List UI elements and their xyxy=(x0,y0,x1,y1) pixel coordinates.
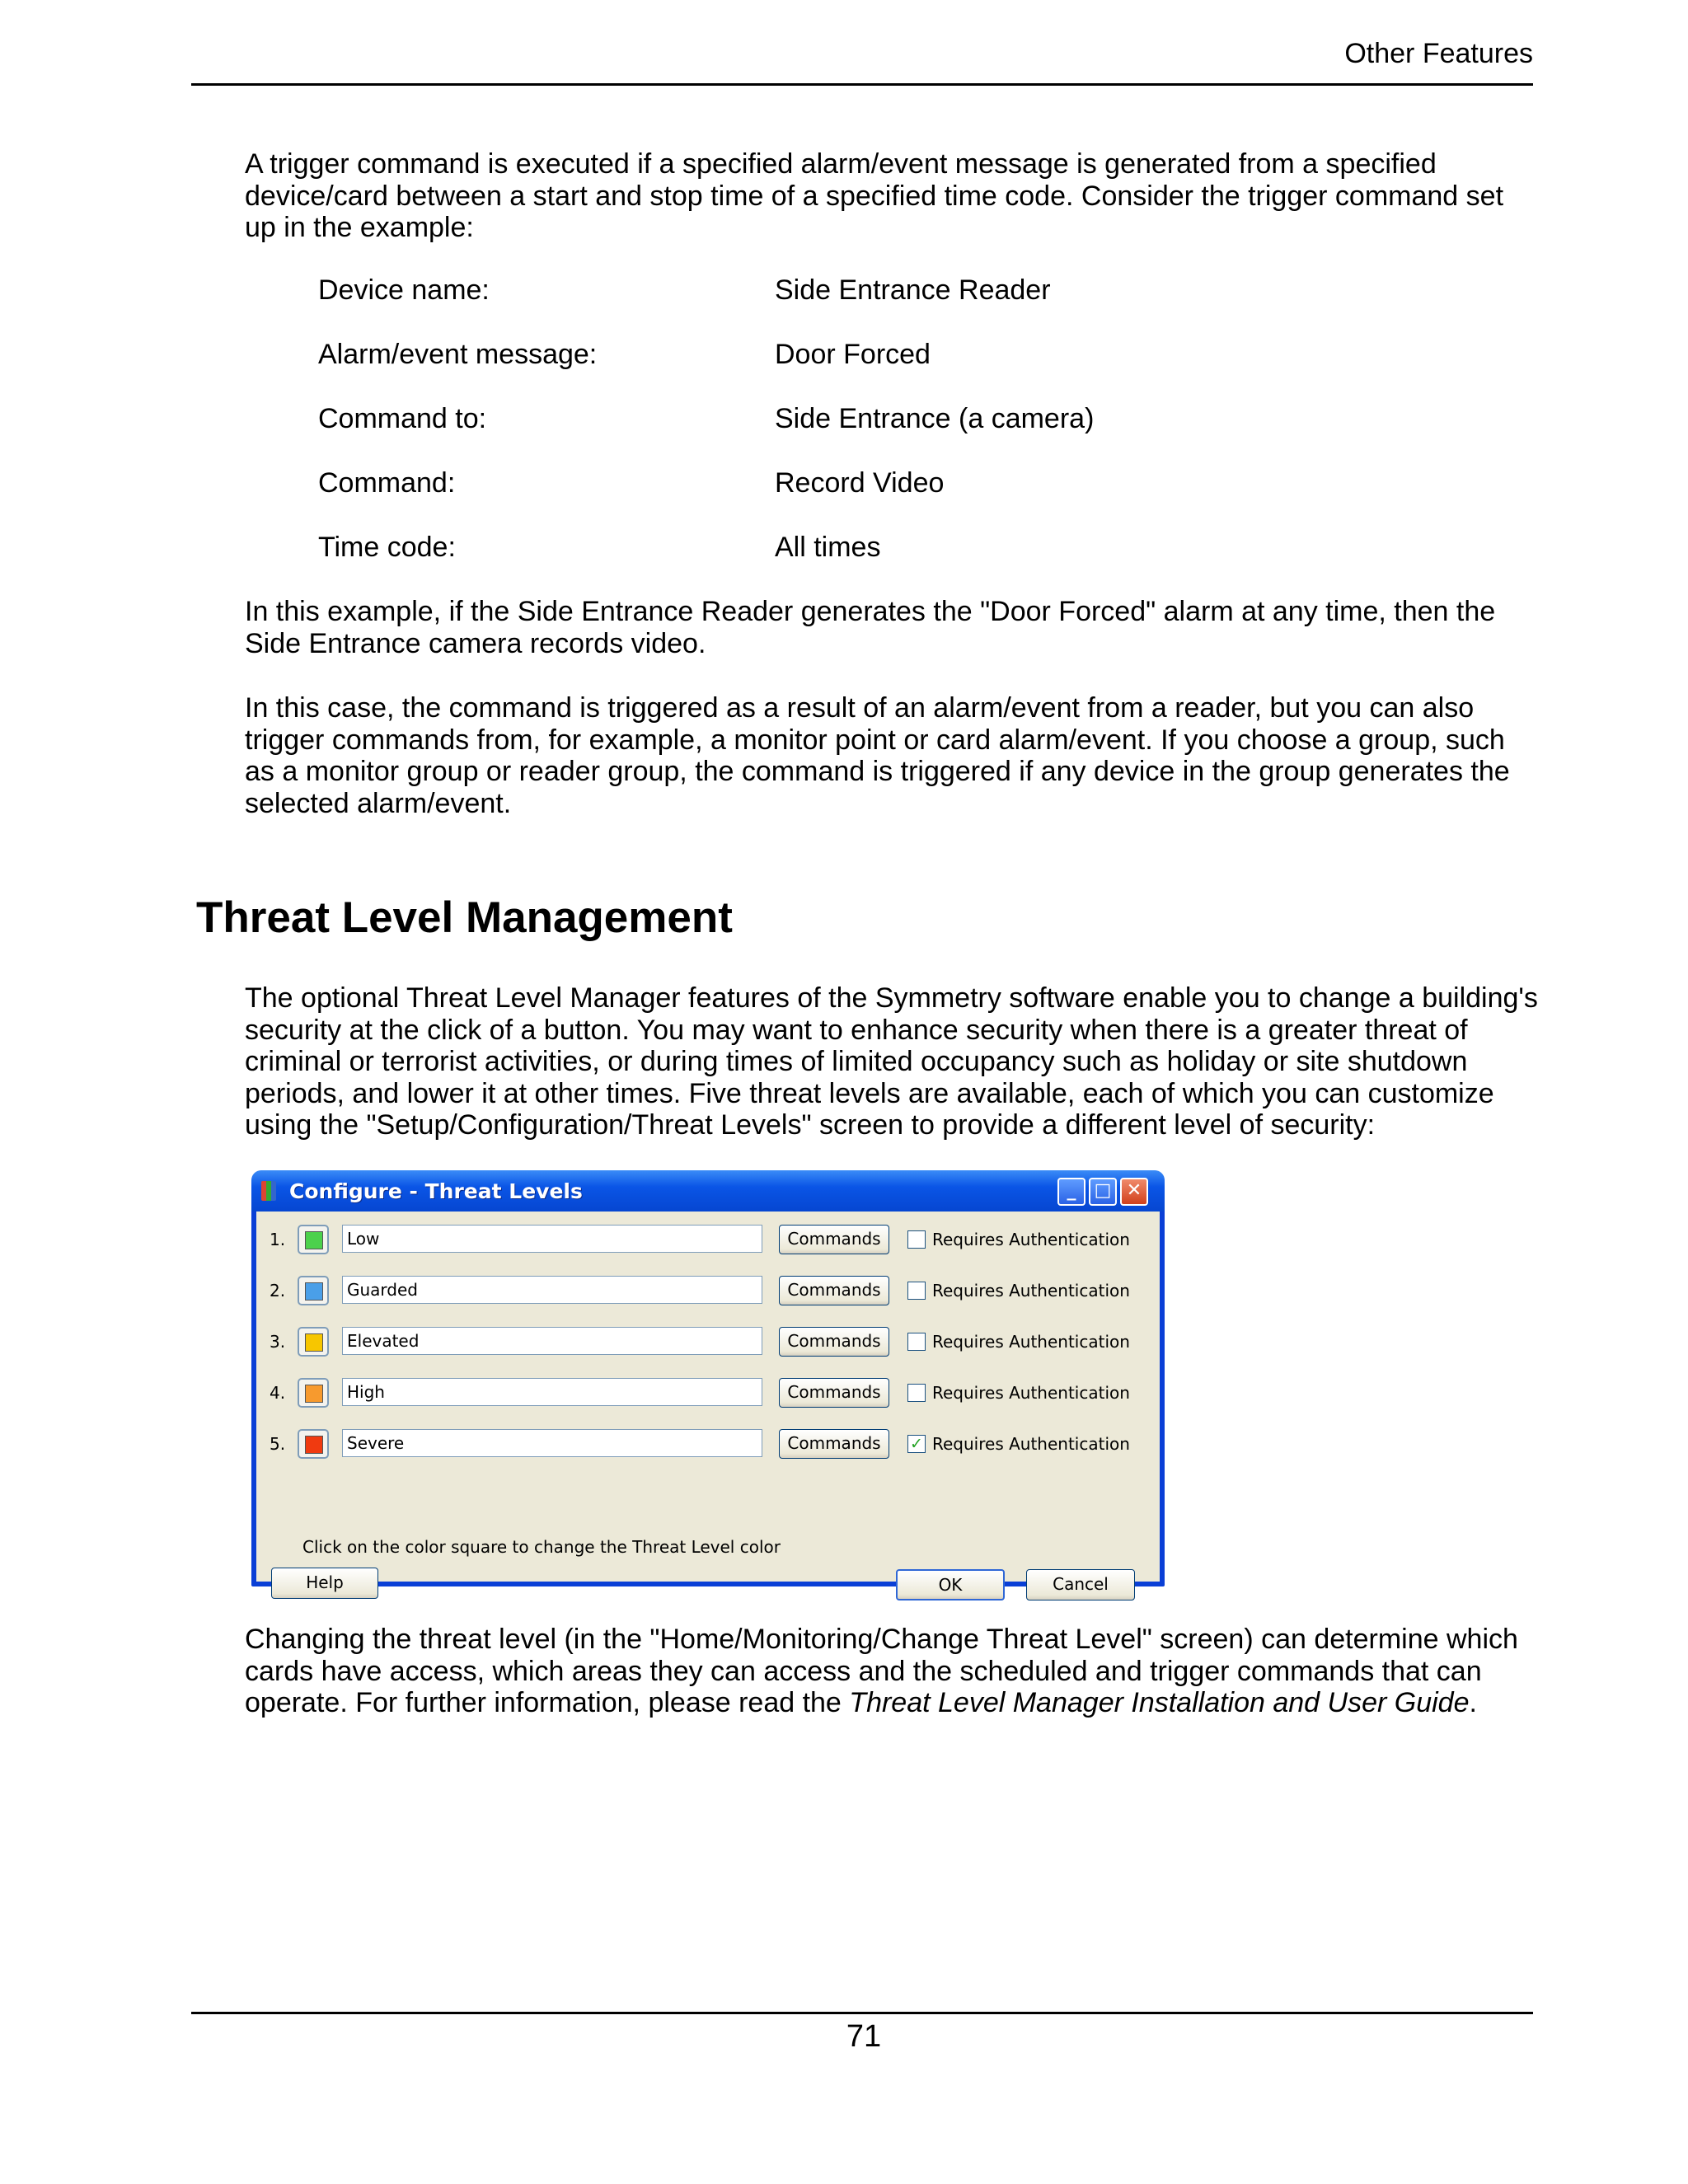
color-swatch xyxy=(305,1282,323,1301)
threat-level-row xyxy=(256,1223,1160,1256)
color-square-button[interactable] xyxy=(298,1429,329,1459)
color-square-button[interactable] xyxy=(298,1276,329,1305)
maximize-icon[interactable]: □ xyxy=(1089,1178,1117,1206)
example-value: All times xyxy=(775,532,881,563)
dialog-title-bar[interactable] xyxy=(251,1170,1165,1212)
guide-title: Threat Level Manager Installation and User Guide xyxy=(849,1687,1470,1718)
closing-paragraph xyxy=(245,1624,1539,1719)
app-icon xyxy=(261,1181,276,1201)
example-label: Time code: xyxy=(318,532,456,563)
commands-button[interactable]: Commands xyxy=(779,1327,889,1357)
paragraph-example-result: In this example, if the Side Entrance Reader generates the "Door Forced" alarm at any time, then the Side Entrance camera records video. xyxy=(245,596,1496,659)
commands-button[interactable]: Commands xyxy=(779,1225,889,1254)
threat-levels-dialog xyxy=(251,1170,1165,1595)
requires-auth-label: Requires Authentication xyxy=(932,1281,1130,1301)
page-number: 71 xyxy=(846,2019,882,2054)
requires-auth-checkbox[interactable]: ✓ xyxy=(907,1435,926,1453)
example-value: Side Entrance Reader xyxy=(775,274,1051,306)
footer-rule xyxy=(191,2012,1533,2014)
hint-text: Click on the color square to change the Threat Level color xyxy=(302,1537,781,1557)
section-paragraph: The optional Threat Level Manager features of the Symmetry software enable you to change a building's security at the click of a button. You may want to enhance security when there is a greater threat of criminal or terrorist activities, or during times of limited occupancy such as holiday or site shutdown periods, and lower it at other times. Five threat levels are available, each of which you can customize using the "Setup/Configuration/Threat Levels" screen to provide a different level of security: xyxy=(245,982,1538,1141)
cancel-button[interactable]: Cancel xyxy=(1026,1569,1135,1601)
minimize-icon[interactable]: _ xyxy=(1057,1178,1085,1206)
level-name-input[interactable] xyxy=(342,1429,762,1457)
requires-auth-checkbox[interactable] xyxy=(907,1333,926,1351)
closing-text: Changing the threat level (in the "Home/Monitoring/Change Threat Level" screen) can determine which cards have access, which areas they can access and the scheduled and trigger commands that can operate. For further information, please read the xyxy=(245,1624,1518,1718)
commands-button[interactable]: Commands xyxy=(779,1429,889,1459)
requires-auth-checkbox[interactable] xyxy=(907,1384,926,1402)
example-label: Device name: xyxy=(318,274,490,306)
example-label: Command: xyxy=(318,467,456,499)
closing-period: . xyxy=(1469,1687,1477,1718)
level-name-input[interactable] xyxy=(342,1378,762,1406)
color-square-button[interactable] xyxy=(298,1225,329,1254)
requires-auth-label: Requires Authentication xyxy=(932,1332,1130,1352)
help-button[interactable]: Help xyxy=(271,1568,378,1599)
example-label: Alarm/event message: xyxy=(318,339,598,370)
dialog-body xyxy=(256,1212,1160,1595)
page-header-title: Other Features xyxy=(1344,38,1533,69)
color-square-button[interactable] xyxy=(298,1378,329,1408)
threat-level-row xyxy=(256,1427,1160,1460)
section-heading: Threat Level Management xyxy=(196,893,733,942)
example-label: Command to: xyxy=(318,403,487,434)
level-number: 1. xyxy=(270,1230,286,1249)
threat-level-row xyxy=(256,1274,1160,1307)
ok-button[interactable]: OK xyxy=(896,1569,1005,1601)
level-name-input[interactable] xyxy=(342,1327,762,1355)
color-swatch xyxy=(305,1436,323,1454)
intro-paragraph: A trigger command is executed if a specified alarm/event message is generated from a specified device/card between a start and stop time of a specified time code. Consider the trigger command set up in the example: xyxy=(245,148,1504,243)
example-value: Side Entrance (a camera) xyxy=(775,403,1095,434)
close-icon[interactable]: ✕ xyxy=(1120,1178,1148,1206)
dialog-title: Configure - Threat Levels xyxy=(289,1179,583,1203)
example-value: Record Video xyxy=(775,467,945,499)
threat-level-row xyxy=(256,1325,1160,1358)
commands-button[interactable]: Commands xyxy=(779,1276,889,1305)
level-number: 5. xyxy=(270,1434,286,1454)
level-name-input[interactable] xyxy=(342,1225,762,1253)
color-swatch xyxy=(305,1333,323,1352)
level-number: 3. xyxy=(270,1332,286,1352)
level-name-input[interactable] xyxy=(342,1276,762,1304)
requires-auth-label: Requires Authentication xyxy=(932,1383,1130,1403)
paragraph-trigger-sources: In this case, the command is triggered as a result of an alarm/event from a reader, but you can also trigger commands from, for example, a monitor point or card alarm/event. If you choose a group, such as a monitor group or reader group, the command is triggered if any device in the group generates the selected alarm/event. xyxy=(245,692,1510,819)
requires-auth-checkbox[interactable] xyxy=(907,1282,926,1300)
color-swatch xyxy=(305,1231,323,1249)
color-swatch xyxy=(305,1385,323,1403)
requires-auth-label: Requires Authentication xyxy=(932,1230,1130,1249)
example-value: Door Forced xyxy=(775,339,931,370)
commands-button[interactable]: Commands xyxy=(779,1378,889,1408)
requires-auth-checkbox[interactable] xyxy=(907,1230,926,1249)
header-rule xyxy=(191,83,1533,86)
threat-level-row xyxy=(256,1376,1160,1409)
color-square-button[interactable] xyxy=(298,1327,329,1357)
level-number: 2. xyxy=(270,1281,286,1301)
level-number: 4. xyxy=(270,1383,286,1403)
requires-auth-label: Requires Authentication xyxy=(932,1434,1130,1454)
